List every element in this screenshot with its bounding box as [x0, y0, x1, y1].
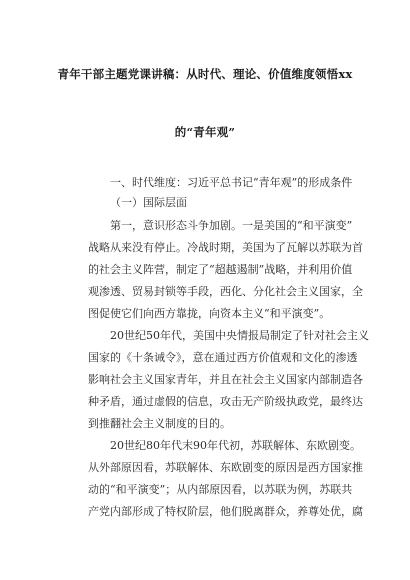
- paragraph-line: 从外部原因看，苏联解体、东欧剧变的原因是西方国家推: [88, 461, 363, 474]
- paragraph-line: 观渗透、贸易封锁等手段，西化、分化社会主义国家，全: [88, 285, 363, 298]
- paragraph-line: 图促使它们向西方靠拢，向资本主义“和平演变”。: [88, 307, 331, 320]
- subsection-heading: （一）国际层面: [110, 196, 187, 209]
- paragraph-line: 影响社会主义国家青年，并且在社会主义国家内部制造各: [88, 373, 363, 386]
- paragraph-line: 产党内部形成了特权阶层，他们脱离群众，养尊处优，腐: [88, 505, 363, 518]
- paragraph-line: 的社会主义阵营，制定了“超越遏制”战略，并利用价值: [88, 263, 353, 276]
- paragraph-line: 国家的《十条诫令》，意在通过西方价值观和文化的渗透: [88, 351, 358, 364]
- paragraph-line: 20世纪80年代末90年代初，苏联解体、东欧剧变。: [110, 439, 361, 452]
- paragraph-line: 20世纪50年代，美国中央情报局制定了针对社会主义: [110, 329, 369, 342]
- paragraph-line: 种矛盾，通过虚假的信息，攻击无产阶级执政党，最终达: [88, 395, 363, 408]
- paragraph-line: 第一，意识形态斗争加剧。一是美国的“和平演变”: [110, 219, 353, 232]
- section-heading: 一、时代维度：习近平总书记“青年观”的形成条件: [110, 176, 353, 189]
- paragraph-line: 到推翻社会主义制度的目的。: [88, 417, 231, 430]
- paragraph-line: 战略从来没有停止。冷战时期，美国为了瓦解以苏联为首: [88, 241, 363, 254]
- document-title-line-1: 青年干部主题党课讲稿：从时代、理论、价值维度领悟xx: [57, 67, 353, 81]
- paragraph-line: 动的“和平演变”；从内部原因看，以苏联为例，苏联共: [88, 483, 353, 496]
- document-title-line-2: 的“青年观”: [174, 125, 236, 139]
